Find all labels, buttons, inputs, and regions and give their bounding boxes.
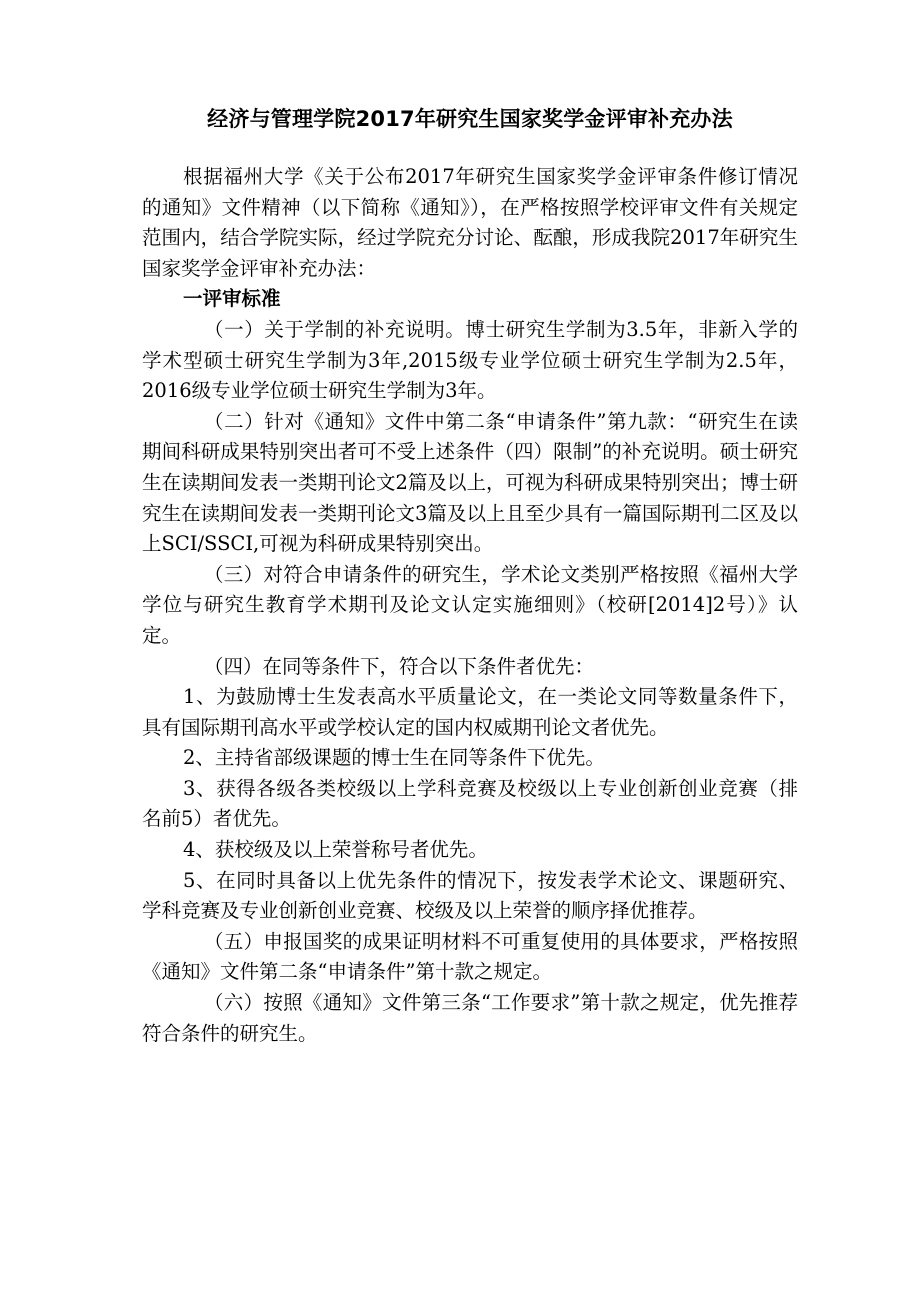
intro-paragraph: 根据福州大学《关于公布2017年研究生国家奖学金评审条件修订情况的通知》文件精神（以下简称《通知》），在严格按照学校评审文件有关规定范围内，结合学院实际，经过学院充分讨论、酝酿，形成我院2017年研究生国家奖学金评审补充办法： [142,165,798,280]
priority-item-5: 5、在同时具备以上优先条件的情况下，按发表学术论文、课题研究、学科竞赛及专业创新创业竞赛、校级及以上荣誉的顺序择优推荐。 [142,868,798,923]
item-4-priority-conditions: （四）在同等条件下，符合以下条件者优先： [204,654,595,678]
item-5-materials-reuse: （五）申报国奖的成果证明材料不可重复使用的具体要求，严格按照《通知》文件第二条“申请条件”第十款之规定。 [142,929,798,984]
priority-item-4: 4、获校级及以上荣誉称号者优先。 [183,838,488,862]
priority-item-3: 3、获得各级各类校级以上学科竞赛及校级以上专业创新创业竞赛（排名前5）者优先。 [142,776,798,831]
document-page [142,96,798,1049]
item-1-academic-length: （一）关于学制的补充说明。博士研究生学制为3.5年，非新入学的学术型硕士研究生学制为3年,2015级专业学位硕士研究生学制为2.5年，2016级专业学位硕士研究生学制为3年。 [142,317,798,403]
priority-item-2: 2、主持省部级课题的博士生在同等条件下优先。 [183,746,605,770]
item-6-recommendation: （六）按照《通知》文件第三条“工作要求”第十款之规定，优先推荐符合条件的研究生。 [142,991,798,1045]
document-title: 经济与管理学院2017年研究生国家奖学金评审补充办法 [207,107,733,131]
item-2-research-achievement: （二）针对《通知》文件中第二条“申请条件”第九款：“研究生在读期间科研成果特别突出者可不受上述条件（四）限制”的补充说明。硕士研究生在读期间发表一类期刊论文2篇及以上，可视为科研成果特别突出；博士研究生在读期间发表一类期刊论文3篇及以上且至少具有一篇国际期刊二区及以上SCI/SSCI,可视为科研成果特别突出。 [142,409,798,556]
item-3-paper-category: （三）对符合申请条件的研究生，学术论文类别严格按照《福州大学学位与研究生教育学术期刊及论文认定实施细则》（校研[2014]2号）》认定。 [142,562,798,647]
section-heading-review-standard: 一评审标准 [183,287,281,311]
priority-item-1: 1、为鼓励博士生发表高水平质量论文，在一类论文同等数量条件下，具有国际期刊高水平或学校认定的国内权威期刊论文者优先。 [142,685,798,739]
